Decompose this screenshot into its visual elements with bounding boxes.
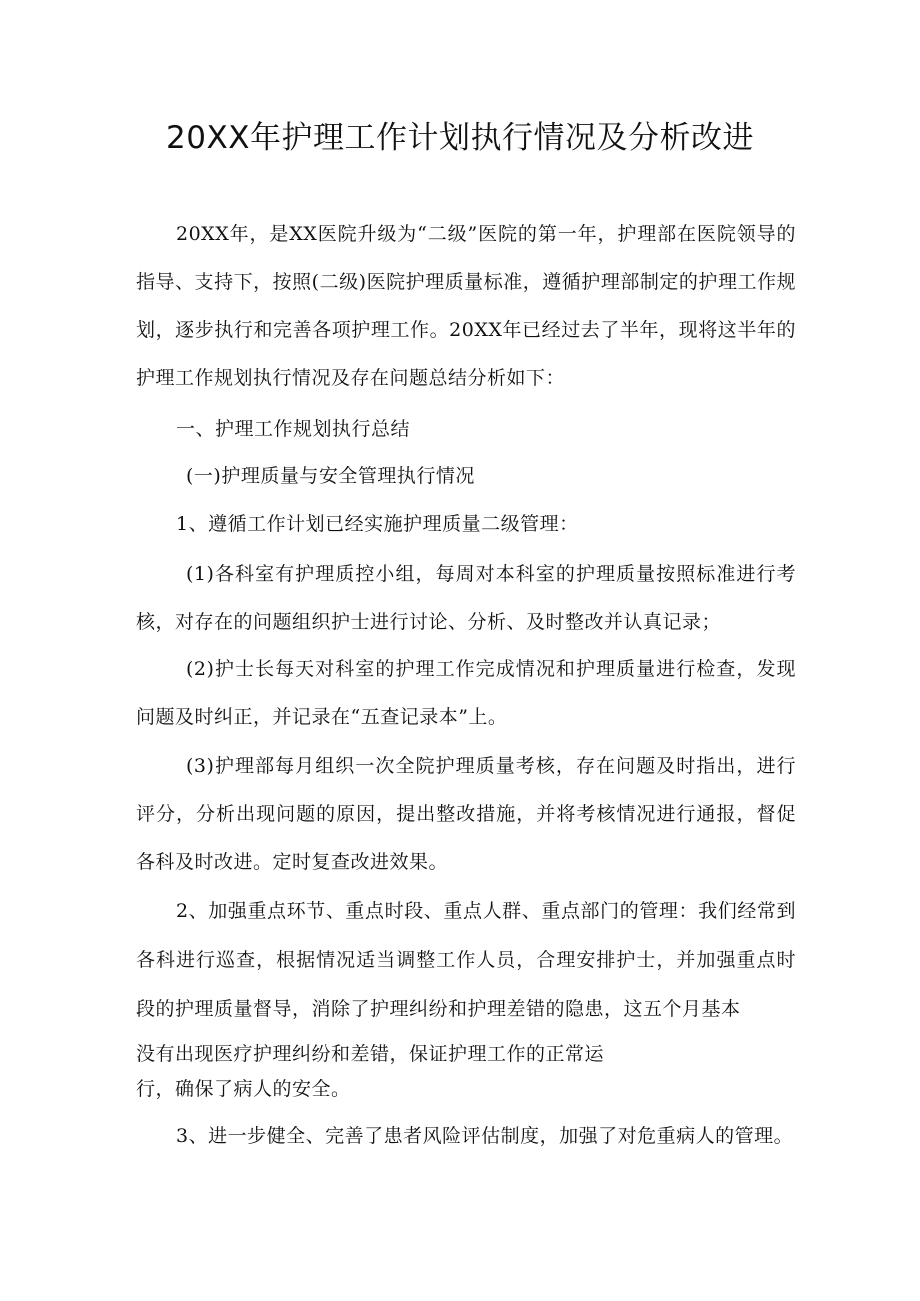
item-one-b-paragraph: (2)护士长每天对科室的护理工作完成情况和护理质量进行检查，发现问题及时纠正，并记录在“五查记录本”上。	[136, 658, 796, 728]
document-title: 20XX年护理工作计划执行情况及分析改进	[166, 120, 754, 156]
section-heading-one: 一、护理工作规划执行总结	[176, 418, 411, 440]
item-two-continuation: 没有出现医疗护理纠纷和差错，保证护理工作的正常运	[136, 1043, 605, 1065]
item-one-a-paragraph: (1)各科室有护理质控小组，每周对本科室的护理质量按照标准进行考核，对存在的问题组织护士进行讨论、分析、及时整改并认真记录；	[136, 563, 796, 633]
item-three-paragraph: 3、进一步健全、完善了患者风险评估制度，加强了对危重病人的管理。	[176, 1125, 794, 1147]
item-one-heading: 1、遵循工作计划已经实施护理质量二级管理：	[176, 513, 579, 535]
item-one-c-paragraph: (3)护理部每月组织一次全院护理质量考核，存在问题及时指出，进行评分，分析出现问题的原因，提出整改措施，并将考核情况进行通报，督促各科及时改进。定时复查改进效果。	[136, 755, 796, 873]
item-two-paragraph: 2、加强重点环节、重点时段、重点人群、重点部门的管理：我们经常到各科进行巡查，根据情况适当调整工作人员，合理安排护士，并加强重点时段的护理质量督导，消除了护理纠纷和护理差错的隐患，这五个月基本	[136, 900, 796, 1020]
subsection-heading-one: (一)护理质量与安全管理执行情况	[186, 465, 475, 487]
item-two-ending: 行，确保了病人的安全。	[136, 1078, 351, 1100]
intro-paragraph: 20XX年，是XX医院升级为“二级”医院的第一年，护理部在医院领导的指导、支持下，按照(二级)医院护理质量标准，遵循护理部制定的护理工作规划，逐步执行和完善各项护理工作。20XX年已经过去了半年，现将这半年的护理工作规划执行情况及存在问题总结分析如下：	[136, 223, 796, 389]
